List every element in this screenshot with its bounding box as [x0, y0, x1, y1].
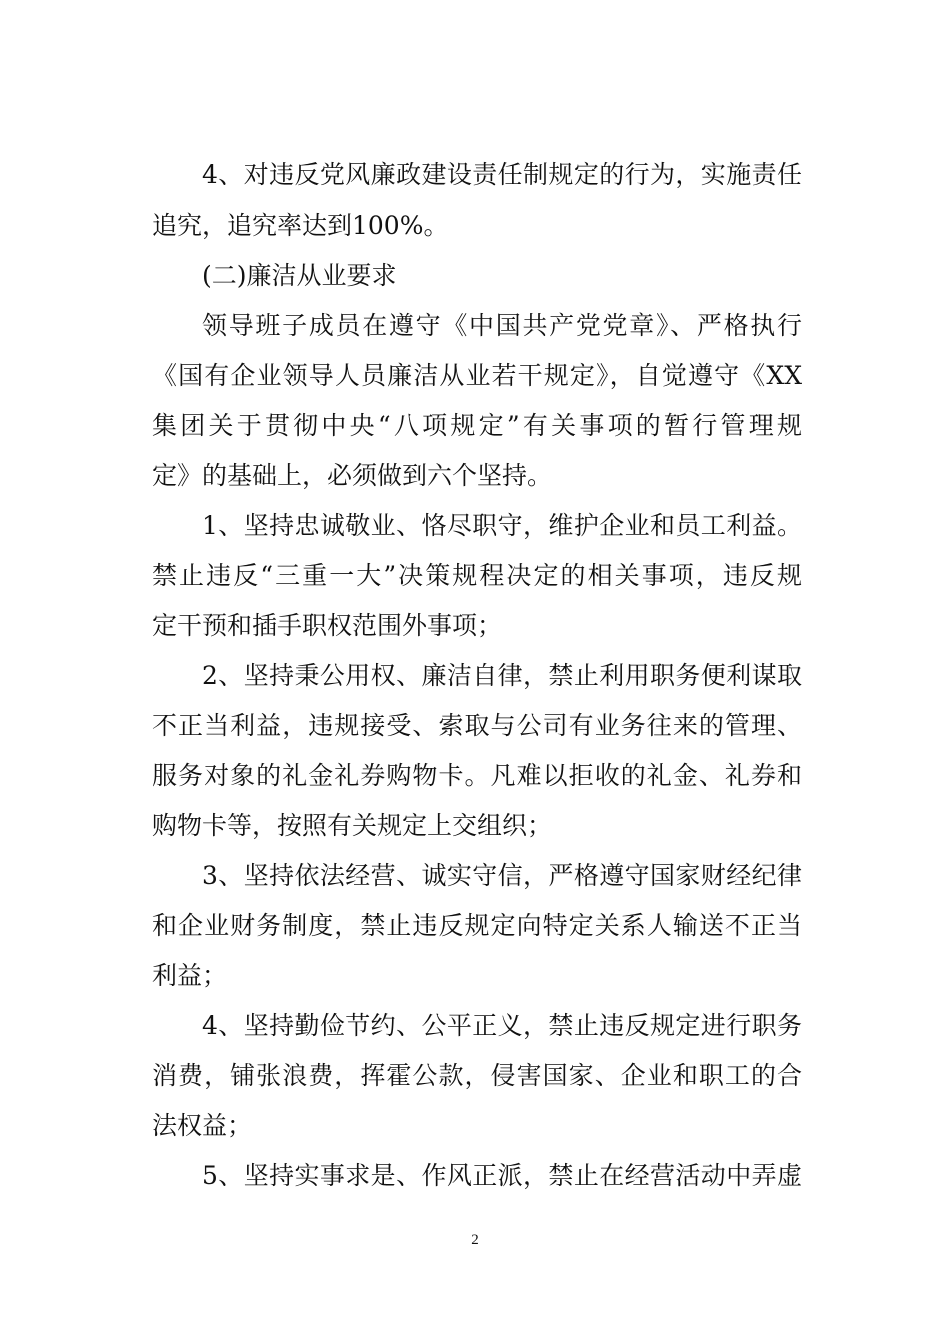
text-line: 集团关于贯彻中央“八项规定”有关事项的暂行管理规: [152, 411, 802, 440]
text-line: 追究，追究率达到100%。: [152, 211, 449, 240]
text-line: 法权益；: [152, 1111, 253, 1140]
page-number: 2: [471, 1232, 479, 1248]
text-line: 服务对象的礼金礼券购物卡。凡难以拒收的礼金、礼券和: [152, 761, 802, 790]
text-line: 定干预和插手职权范围外事项；: [152, 611, 503, 640]
text-line: 3、坚持依法经营、诚实守信，严格遵守国家财经纪律: [202, 861, 802, 890]
text-line: 消费，铺张浪费，挥霍公款，侵害国家、企业和职工的合: [152, 1061, 802, 1090]
text-line: 《国有企业领导人员廉洁从业若干规定》，自觉遵守《XX: [152, 361, 802, 390]
text-line: 4、对违反党风廉政建设责任制规定的行为，实施责任: [202, 160, 802, 189]
text-line: 1、坚持忠诚敬业、恪尽职守，维护企业和员工利益。: [202, 511, 802, 540]
text-line: 不正当利益，违规接受、索取与公司有业务往来的管理、: [152, 711, 802, 740]
text-line: 定》的基础上，必须做到六个坚持。: [152, 461, 553, 490]
text-line: 禁止违反“三重一大”决策规程决定的相关事项，违反规: [152, 561, 802, 590]
text-line: 和企业财务制度，禁止违反规定向特定关系人输送不正当: [152, 911, 802, 940]
text-line: 购物卡等，按照有关规定上交组织；: [152, 811, 553, 840]
section-heading: (二)廉洁从业要求: [202, 261, 397, 290]
text-line: 4、坚持勤俭节约、公平正义，禁止违反规定进行职务: [202, 1011, 802, 1040]
text-line: 领导班子成员在遵守《中国共产党党章》、严格执行: [202, 311, 802, 340]
text-line: 5、坚持实事求是、作风正派，禁止在经营活动中弄虚: [202, 1161, 802, 1190]
text-line: 2、坚持秉公用权、廉洁自律，禁止利用职务便利谋取: [202, 661, 802, 690]
text-line: 利益；: [152, 961, 228, 990]
